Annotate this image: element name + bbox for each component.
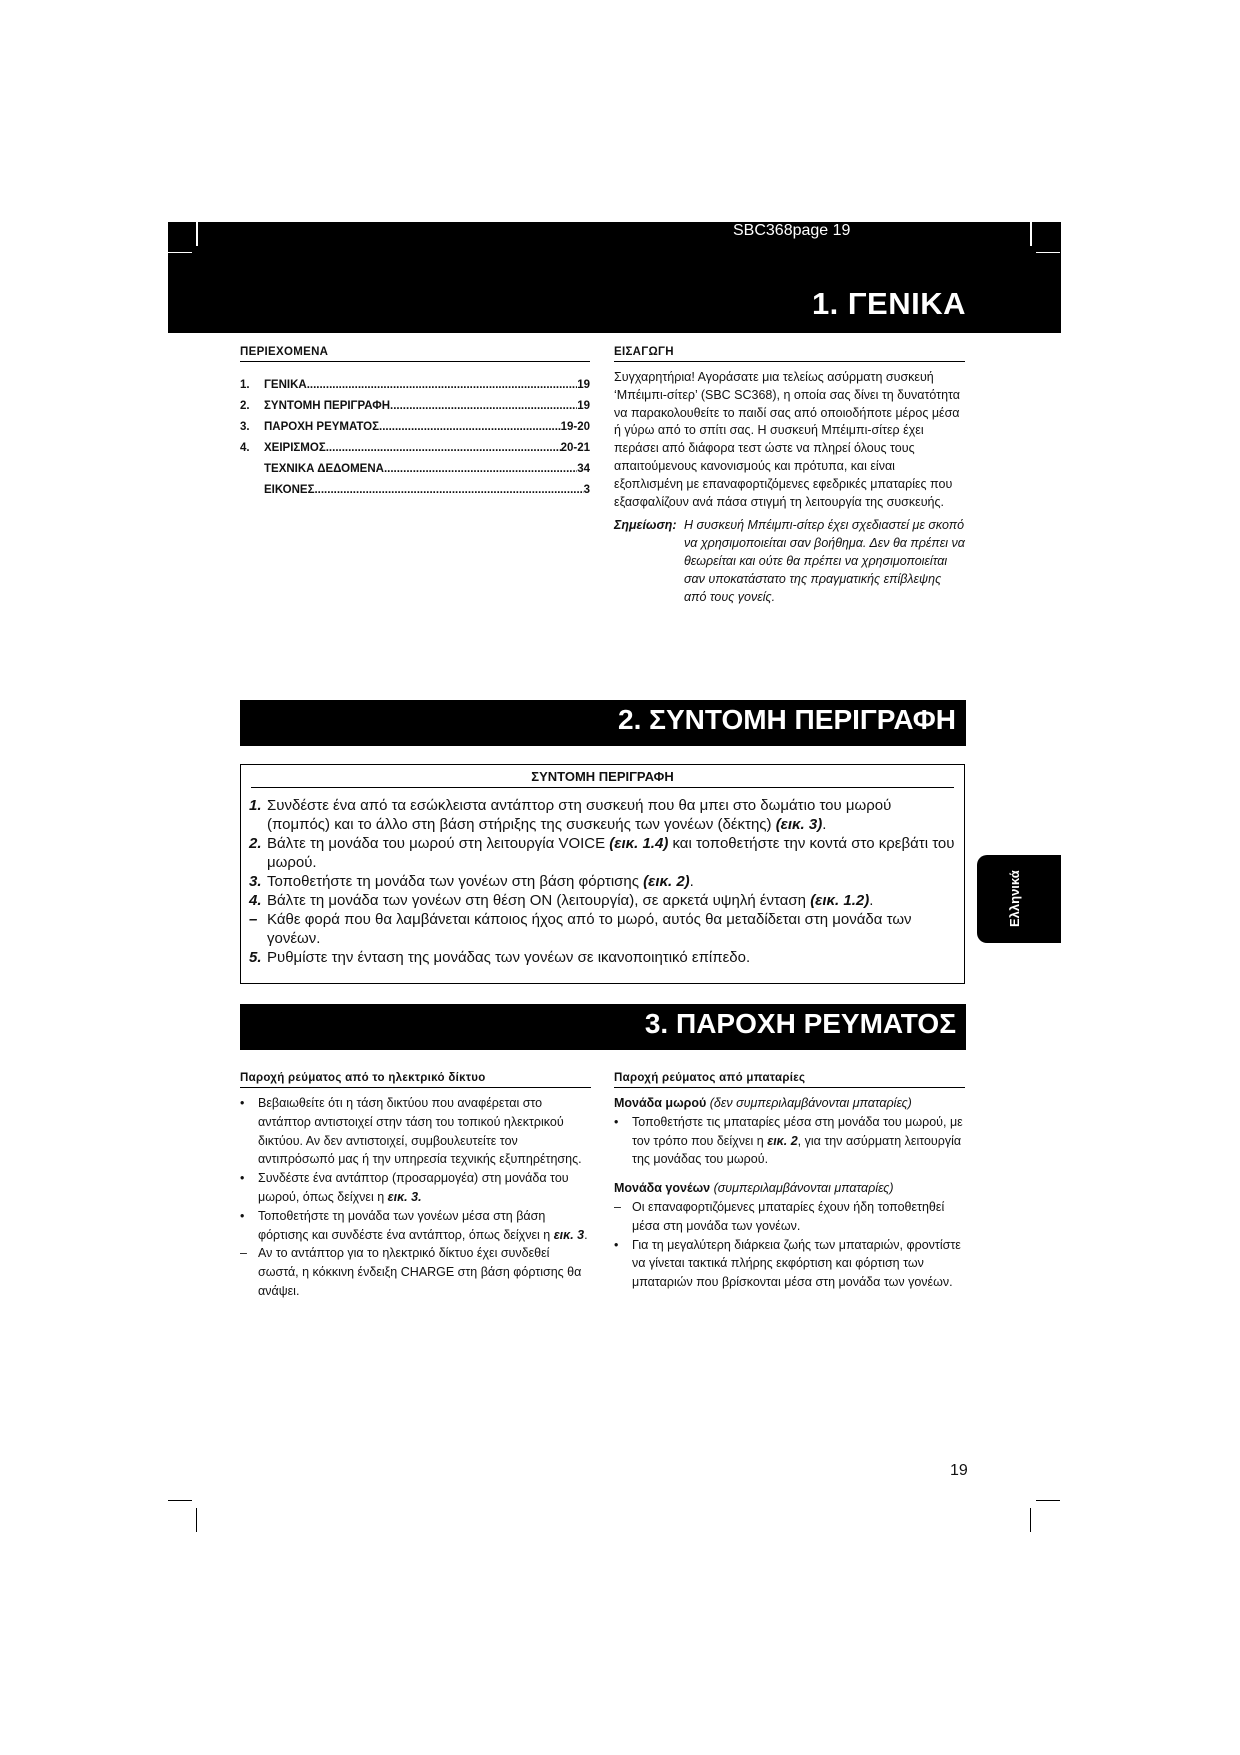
list-marker: • [240,1171,245,1186]
toc-number: 1. [240,378,250,391]
toc-entry [240,374,590,395]
list-item-text [267,910,956,948]
list-item [614,1198,965,1236]
list-marker: 1. [249,797,262,814]
section-3-title: 3. ΠΑΡΟΧΗ ΡΕΥΜΑΤΟΣ [644,1008,956,1039]
crop-mark [1030,222,1032,246]
toc-page: 20-21 [560,441,590,454]
baby-unit-sub: (δεν συμπεριλαμβάνονται μπαταρίες) [709,1096,912,1110]
item-text: Βεβαιωθείτε ότι η τάση δικτύου που αναφέρεται στο αντάπτορ αντιστοιχεί στην τάση του τοπικού ηλεκτρικού δικτύου. Αν δεν αντιστοιχεί, συμβουλευτείτε τον αντιπρόσωπό μας ή την υπηρεσία τεχνικής εξυπηρέτησης. [258,1096,582,1167]
crop-mark [168,252,192,253]
list-item-text [258,1094,591,1169]
quick-description-list [249,796,956,967]
toc-page: 3 [583,483,590,496]
list-item-text [632,1113,965,1169]
quick-description-title: ΣΥΝΤΟΜΗ ΠΕΡΙΓΡΑΦΗ [251,769,954,788]
list-item [240,1094,591,1169]
figure-reference: εικ. 3. [387,1189,422,1204]
item-text: Για τη μεγαλύτερη διάρκεια ζωής των μπαταριών, φροντίστε να γίνεται τακτικά πλήρης εκφόρτιση και φόρτιση των μπαταριών που βρίσκονται μέσα στη μονάδα των γονέων. [632,1237,961,1290]
list-item [249,891,956,910]
item-text: Οι επαναφορτιζόμενες μπαταρίες έχουν ήδη τοποθετηθεί μέσα στη μονάδα των γονέων. [632,1199,945,1233]
list-marker: • [240,1208,245,1223]
list-item [614,1113,965,1169]
list-marker: – [614,1199,621,1214]
list-item-text [267,796,956,834]
page-title: 1. ΓΕΝΙΚΑ [811,286,966,321]
toc-leader-dots [314,484,583,496]
page-number: 19 [950,1462,968,1479]
list-item-text [632,1198,965,1236]
toc-number: 3. [240,420,250,433]
parent-unit-label: Μονάδα γονέων [614,1181,711,1196]
item-text: Συνδέστε ένα από τα εσώκλειστα αντάπτορ στη συσκευή που θα μπει στο δωμάτιο του μωρού (πομπός) και το άλλο στη βάση στήριξης της συσκευής των γονέων (δέκτης) [267,797,892,833]
baby-unit-label: Μονάδα μωρού [614,1096,707,1110]
figure-reference: εικ. 2 [767,1133,798,1148]
crop-mark [1036,1500,1060,1501]
mains-power-section [240,1072,591,1301]
intro-note [614,517,965,606]
list-marker: 3. [249,873,262,890]
intro-section [614,346,965,606]
baby-unit-heading [614,1094,965,1113]
item-text: Συνδέστε ένα αντάπτορ (προσαρμογέα) στη μονάδα του μωρού, όπως δείχνει η [258,1171,569,1204]
item-text: Τοποθετήστε τις μπαταρίες μέσα στη μονάδα του μωρού, με τον τρόπο που δείχνει η [632,1114,963,1148]
intro-text: Συγχαρητήρια! Αγοράσατε μια τελείως ασύρματη συσκευή ‘Μπέιμπι-σίτερ’ (SBC SC368), η οποία σας δίνει τη δυνατότητα να παρακολουθείτε το παιδί σας από οποιοδήποτε μέρος μέσα ή γύρω από το σπίτι σας. Η συσκευή Μπέιμπι-σίτερ έχει περάσει από διάφορα τεστ ώστε να πληρεί όλους τους απαιτούμενους κανονισμούς και πρότυπα, και είναι εξοπλισμένη με επαναφορτιζόμενες εφεδρικές μπαταρίες που εξασφαλίζουν ανά πάσα στιγμή τη λειτουργία της συσκευής. [614,370,961,509]
mains-power-list [240,1094,591,1301]
crop-mark [1030,1508,1031,1532]
battery-power-title: Παροχή ρεύματος από μπαταρίες [614,1072,965,1088]
toc-leader-dots [379,421,561,433]
list-marker: 2. [249,835,262,852]
item-text-end: . [689,873,694,890]
list-item [249,834,956,872]
toc-number: 2. [240,399,250,412]
note-text: Η συσκευή Μπέιμπι-σίτερ έχει σχεδιαστεί με σκοπό να χρησιμοποιείται σαν βοήθημα. Δεν θα πρέπει να θεωρείται και ούτε θα πρέπει να χρησιμοποιείται σαν υποκατάστατο της πραγματικής επίβλεψης από τους γονείς. [684,518,965,604]
list-item [249,948,956,967]
toc-label: ΠΑΡΟΧΗ ΡΕΥΜΑΤΟΣ [264,420,379,433]
list-item [614,1236,965,1292]
list-item-text [267,834,956,872]
item-text-end: . [822,816,827,833]
figure-reference: εικ. 3 [553,1227,585,1242]
list-item-text [267,872,694,891]
list-item [240,1207,591,1245]
list-item-text [258,1169,591,1207]
toc-label: ΤΕΧΝΙΚΑ ΔΕΔΟΜΕΝΑ [264,462,384,475]
toc-page: 19-20 [560,420,590,433]
list-item [249,796,956,834]
parent-unit-heading [614,1179,965,1198]
crop-mark [196,222,198,246]
toc-entry [240,458,590,479]
note-label: Σημείωση: [614,518,677,533]
section-2-bar [240,700,966,746]
list-marker: 4. [249,892,262,909]
section-2-title: 2. ΣΥΝΤΟΜΗ ΠΕΡΙΓΡΑΦΗ [618,704,956,735]
list-item [249,872,956,891]
list-item [249,910,956,948]
figure-reference: (εικ. 2) [643,873,690,890]
item-text-end: , για την ασύρματη λειτουργία της μονάδας του μωρού. [632,1133,962,1167]
toc-leader-dots [307,379,578,391]
toc-list [240,374,590,500]
item-text: Βάλτε τη μονάδα των γονέων στη θέση ON (λειτουργία), σε αρκετά υψηλή ένταση [267,892,807,909]
list-item [240,1244,591,1300]
list-item-text [258,1207,591,1245]
item-text: Ρυθμίστε την ένταση της μονάδας των γονέων σε ικανοποιητικό επίπεδο. [267,949,751,966]
list-marker: • [614,1114,619,1129]
language-tab-label: Ελληνικά [1007,870,1022,927]
item-text-end: και τοποθετήστε την κοντά στο κρεβάτι του μωρού. [267,835,955,871]
intro-title: ΕΙΣΑΓΩΓΗ [614,346,965,362]
list-item-text [632,1236,965,1292]
toc-label: ΕΙΚΟΝΕΣ [264,483,315,496]
toc-leader-dots [326,442,561,454]
parent-unit-sub: (συμπεριλαμβάνονται μπαταρίες) [713,1181,894,1196]
figure-reference: (εικ. 1.2) [810,892,870,909]
toc-label: ΓΕΝΙΚΑ [264,378,307,391]
toc-number: 4. [240,441,250,454]
item-text: Βάλτε τη μονάδα του μωρού στη λειτουργία VOICE [267,835,606,852]
item-text-end: . [584,1227,588,1242]
toc-leader-dots [390,400,577,412]
mains-power-title: Παροχή ρεύματος από το ηλεκτρικό δίκτυο [240,1072,591,1088]
toc-page: 34 [577,462,590,475]
item-text: Τοποθετήστε τη μονάδα των γονέων μέσα στη βάση φόρτισης και συνδέστε ένα αντάπτορ, όπως δείχνει η [258,1208,554,1242]
toc-entry [240,479,590,500]
toc-entry [240,437,590,458]
list-item-text [258,1244,591,1300]
page-reference: SBC368page 19 [733,222,851,239]
section-3-bar [240,1004,966,1050]
crop-mark [168,1500,192,1501]
list-item-text [267,891,873,910]
list-marker: • [614,1237,619,1252]
list-marker: – [249,911,258,928]
toc-leader-dots [384,463,577,475]
quick-description-box [240,764,965,984]
baby-unit-list [614,1113,965,1169]
crop-mark [196,1508,197,1532]
toc-page: 19 [577,399,590,412]
item-text: Κάθε φορά που θα λαμβάνεται κάποιος ήχος από το μωρό, αυτός θα μεταδίδεται στη μονάδα των γονέων. [267,911,912,947]
item-text: Αν το αντάπτορ για το ηλεκτρικό δίκτυο έχει συνδεθεί σωστά, η κόκκινη ένδειξη CHARGE στη βάση φόρτισης θα ανάψει. [258,1246,582,1298]
table-of-contents [240,346,590,500]
figure-reference: (εικ. 3) [775,816,823,833]
list-marker: 5. [249,949,262,966]
list-item [240,1169,591,1207]
item-text-end: . [869,892,874,909]
toc-entry [240,416,590,437]
item-text: Τοποθετήστε τη μονάδα των γονέων στη βάση φόρτισης [267,873,639,890]
toc-page: 19 [577,378,590,391]
toc-title: ΠΕΡΙΕΧΟΜΕΝΑ [240,346,590,362]
crop-mark [1036,252,1060,253]
battery-power-section [614,1072,965,1292]
language-tab [977,855,1061,943]
figure-reference: (εικ. 1.4) [609,835,669,852]
toc-entry [240,395,590,416]
toc-label: ΣΥΝΤΟΜΗ ΠΕΡΙΓΡΑΦΗ [264,399,391,412]
list-marker: – [240,1246,247,1261]
toc-label: ΧΕΙΡΙΣΜΟΣ [264,441,326,454]
list-marker: • [240,1096,245,1110]
list-item-text [267,948,750,967]
parent-unit-list [614,1198,965,1292]
